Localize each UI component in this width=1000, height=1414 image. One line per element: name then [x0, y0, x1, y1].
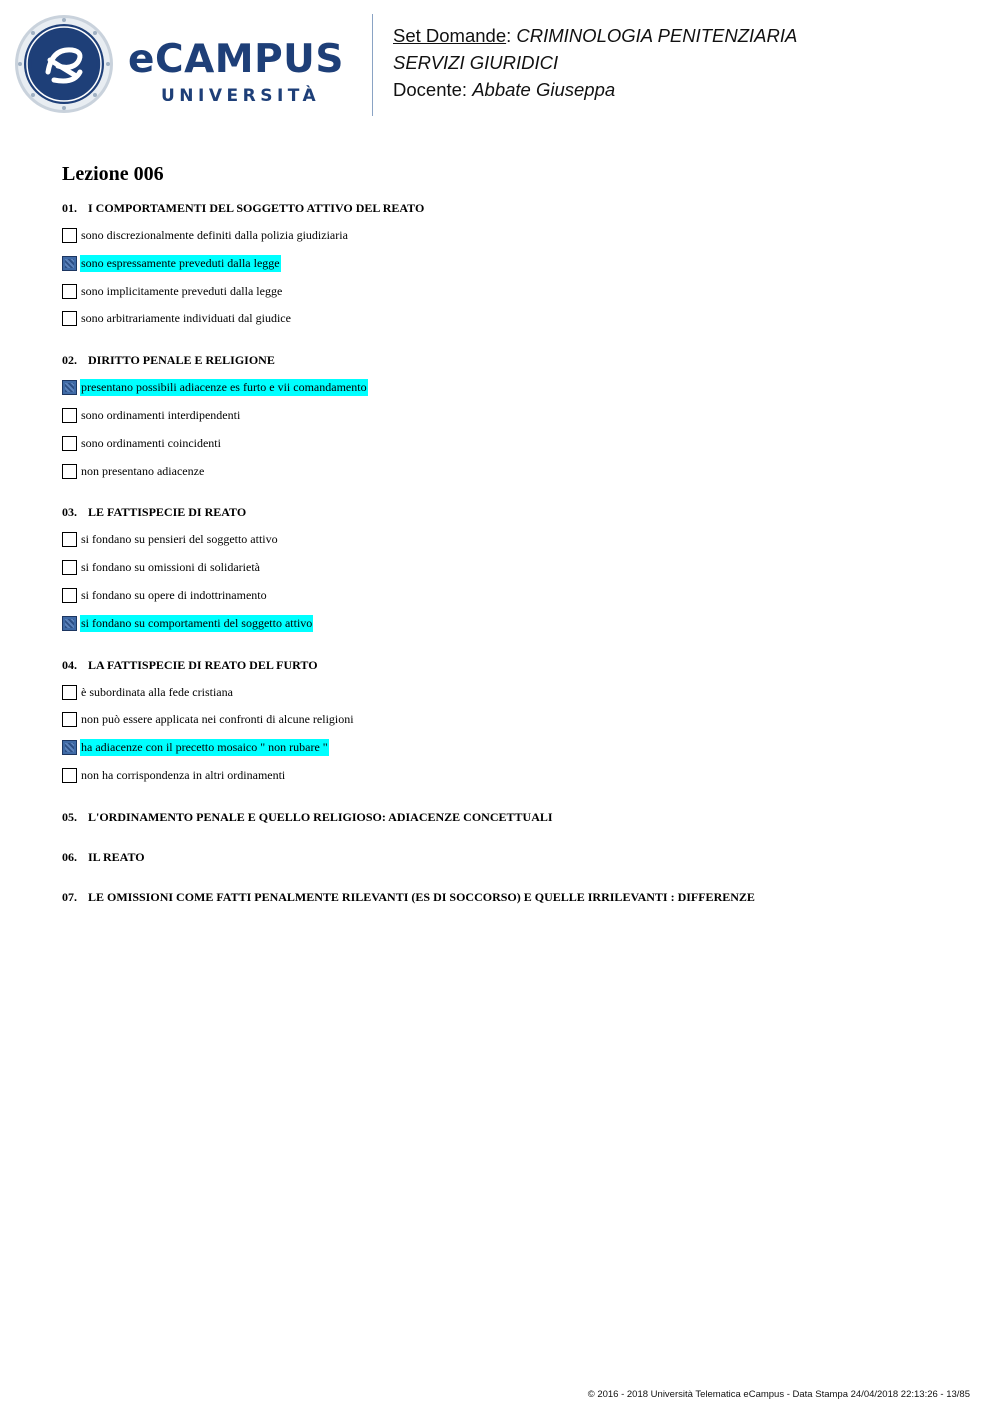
checkbox[interactable] [62, 228, 77, 243]
answer-option[interactable] [62, 463, 962, 480]
answer-option[interactable] [62, 283, 962, 300]
question-number: 02. [62, 353, 77, 368]
question-text: IL REATO [88, 849, 145, 864]
lesson-content [62, 160, 962, 929]
page-footer: © 2016 - 2018 Università Telematica eCampus - Data Stampa 24/04/2018 22:13:26 - 13/85 [587, 1389, 970, 1400]
question-spacer [62, 490, 962, 504]
answer-text: sono discrezionalmente definiti dalla polizia giudiziaria [81, 228, 348, 242]
answer-text: sono espressamente preveduti dalla legge [81, 255, 280, 270]
teacher-line [393, 76, 797, 103]
question-number: 04. [62, 657, 77, 672]
answer-option[interactable] [62, 711, 962, 728]
teacher-label: Docente: [393, 79, 468, 100]
lesson-title: Lezione 006 [62, 163, 164, 185]
question-spacer [62, 795, 962, 809]
answer-text: sono ordinamenti coincidenti [81, 435, 221, 450]
answer-text: si fondano su opere di indottrinamento [81, 587, 267, 602]
brand-name: eCAMPUS [128, 37, 344, 82]
question-block [62, 889, 962, 905]
answer-option[interactable] [62, 379, 962, 396]
question-text: LA FATTISPECIE DI REATO DEL FURTO [88, 657, 318, 672]
checkbox[interactable] [62, 311, 77, 326]
answer-option[interactable] [62, 615, 962, 632]
question-text: LE FATTISPECIE DI REATO [88, 505, 247, 520]
question-block [62, 200, 962, 352]
question-title [62, 504, 962, 520]
checkbox[interactable] [62, 408, 77, 423]
course-line-2: SERVIZI GIURIDICI [393, 52, 559, 73]
checkbox-checked[interactable] [62, 740, 77, 755]
course-info [393, 22, 797, 103]
question-number: 01. [62, 201, 77, 215]
answer-option[interactable] [62, 435, 962, 452]
answer-option[interactable] [62, 684, 962, 701]
answer-option[interactable] [62, 227, 962, 244]
question-title [62, 809, 962, 825]
checkbox[interactable] [62, 436, 77, 451]
question-block [62, 849, 962, 865]
answer-text: non ha corrispondenza in altri ordinamenti [81, 767, 286, 782]
question-text: DIRITTO PENALE E RELIGIONE [88, 353, 275, 368]
answer-text: sono arbitrariamente individuati dal giudice [81, 311, 291, 326]
set-label: Set Domande [393, 25, 507, 46]
set-separator: : [506, 25, 512, 46]
answer-text: si fondano su pensieri del soggetto attivo [81, 532, 278, 547]
brand-subtitle: UNIVERSITÀ [161, 86, 321, 106]
question-text: I COMPORTAMENTI DEL SOGGETTO ATTIVO DEL REATO [88, 201, 425, 215]
question-title [62, 889, 962, 905]
checkbox[interactable] [62, 532, 77, 547]
question-text: L'ORDINAMENTO PENALE E QUELLO RELIGIOSO: ADIACENZE CONCETTUALI [88, 809, 553, 824]
answer-text: ha adiacenze con il precetto mosaico " non rubare " [81, 740, 328, 755]
checkbox-checked[interactable] [62, 256, 77, 271]
question-block [62, 352, 962, 504]
university-seal-logo [14, 14, 114, 114]
brand-wordmark [128, 38, 358, 114]
answer-option[interactable] [62, 767, 962, 784]
checkbox[interactable] [62, 588, 77, 603]
answer-text: sono implicitamente preveduti dalla legge [81, 283, 283, 298]
question-title [62, 657, 962, 673]
checkbox-checked[interactable] [62, 616, 77, 631]
question-number: 05. [62, 809, 77, 824]
answer-option[interactable] [62, 531, 962, 548]
question-title [62, 352, 962, 368]
answer-text: è subordinata alla fede cristiana [81, 684, 233, 699]
checkbox-checked[interactable] [62, 380, 77, 395]
checkbox[interactable] [62, 685, 77, 700]
header-divider [372, 14, 373, 116]
question-title [62, 849, 962, 865]
course-name: CRIMINOLOGIA PENITENZIARIA [516, 25, 798, 46]
question-number: 06. [62, 849, 77, 864]
question-text: LE OMISSIONI COME FATTI PENALMENTE RILEVANTI (ES DI SOCCORSO) E QUELLE IRRILEVANTI : DIFFERENZE [88, 889, 755, 904]
answer-text: non presentano adiacenze [81, 463, 205, 478]
course-line-1 [393, 22, 797, 49]
question-number: 03. [62, 505, 77, 520]
answer-option[interactable] [62, 739, 962, 756]
checkbox[interactable] [62, 560, 77, 575]
teacher-name: Abbate Giuseppa [472, 79, 616, 100]
answer-text: non può essere applicata nei confronti di alcune religioni [81, 712, 354, 727]
answer-option[interactable] [62, 310, 962, 327]
question-block [62, 809, 962, 825]
checkbox[interactable] [62, 712, 77, 727]
question-list [62, 200, 962, 905]
question-number: 07. [62, 889, 77, 904]
answer-text: sono ordinamenti interdipendenti [81, 407, 241, 422]
answer-option[interactable] [62, 407, 962, 424]
question-block [62, 504, 962, 656]
answer-option[interactable] [62, 559, 962, 576]
question-block [62, 657, 962, 809]
answer-text: presentano possibili adiacenze es furto e vii comandamento [81, 380, 367, 395]
checkbox[interactable] [62, 464, 77, 479]
question-spacer [62, 338, 962, 352]
answer-text: si fondano su comportamenti del soggetto attivo [81, 615, 313, 630]
checkbox[interactable] [62, 768, 77, 783]
question-spacer [62, 643, 962, 657]
answer-option[interactable] [62, 255, 962, 272]
answer-option[interactable] [62, 587, 962, 604]
answer-text: si fondano su omissioni di solidarietà [81, 560, 260, 575]
question-title [62, 200, 962, 216]
checkbox[interactable] [62, 284, 77, 299]
